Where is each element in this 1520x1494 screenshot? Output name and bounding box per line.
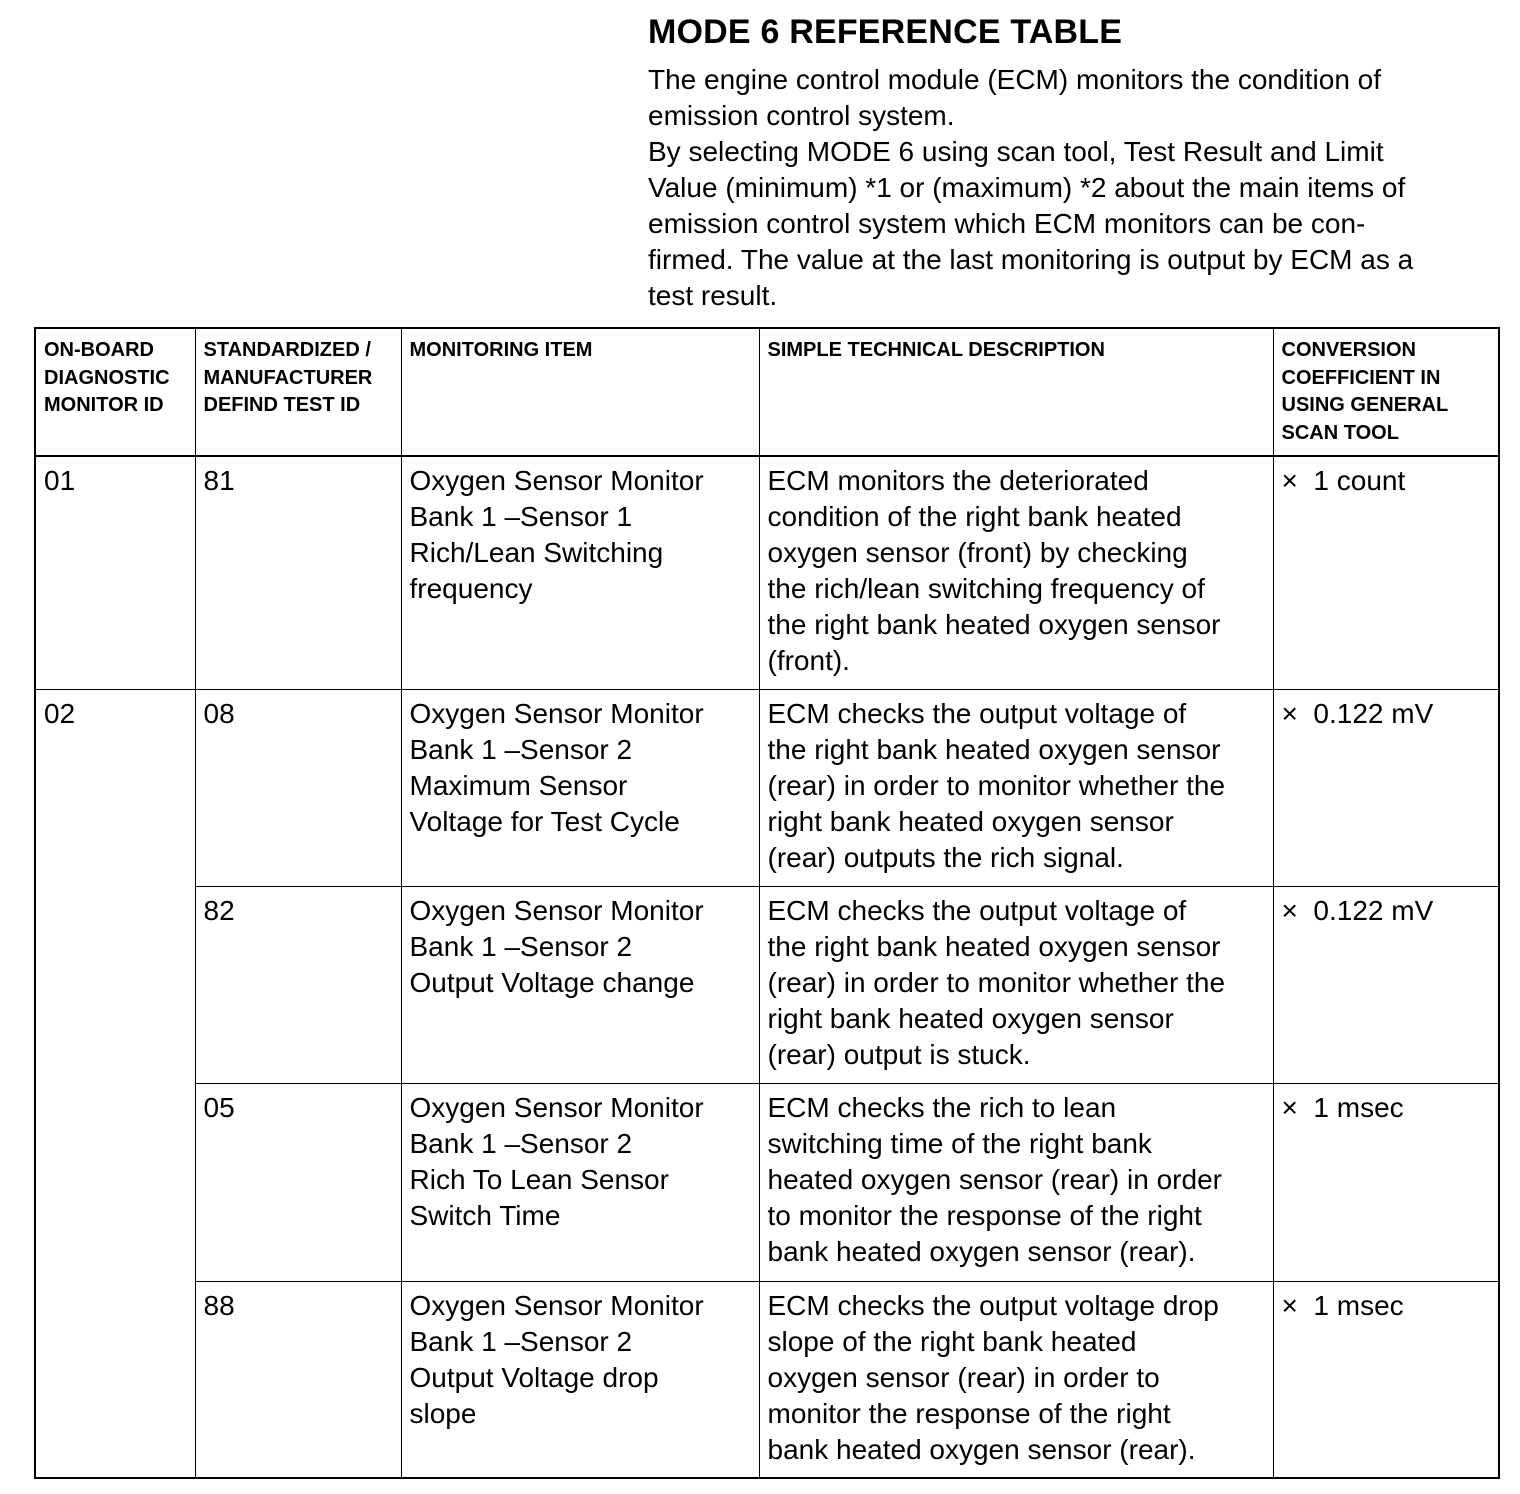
- monitoring-item-cell: Oxygen Sensor Monitor Bank 1 –Sensor 2 Output Voltage change: [401, 886, 759, 1083]
- table-row: [35, 1281, 1499, 1478]
- test-id-cell: 08: [195, 689, 401, 886]
- header-description: SIMPLE TECHNICAL DESCRIPTION: [759, 328, 1273, 456]
- conversion-cell: × 1 msec: [1273, 1281, 1499, 1478]
- monitor-id-cell: 01: [35, 456, 195, 689]
- conversion-cell: × 0.122 mV: [1273, 689, 1499, 886]
- table-row: [35, 1083, 1499, 1281]
- monitoring-item-cell: Oxygen Sensor Monitor Bank 1 –Sensor 2 Output Voltage drop slope: [401, 1281, 759, 1478]
- table-row: [35, 689, 1499, 886]
- conversion-cell: × 1 msec: [1273, 1083, 1499, 1281]
- header-monitoring-item: MONITORING ITEM: [401, 328, 759, 456]
- header-conversion: CONVERSION COEFFICIENT IN USING GENERAL SCAN TOOL: [1273, 328, 1499, 456]
- table-row: [35, 456, 1499, 689]
- page-title: MODE 6 REFERENCE TABLE: [648, 13, 1123, 51]
- conversion-cell: × 1 count: [1273, 456, 1499, 689]
- description-cell: ECM monitors the deteriorated condition of the right bank heated oxygen sensor (front) by checking the rich/lean switching frequency of the right bank heated oxygen sensor (front).: [759, 456, 1273, 689]
- description-cell: ECM checks the output voltage drop slope of the right bank heated oxygen sensor (rear) in order to monitor the response of the right bank heated oxygen sensor (rear).: [759, 1281, 1273, 1478]
- test-id-cell: 05: [195, 1083, 401, 1281]
- header-monitor-id: ON-BOARD DIAGNOSTIC MONITOR ID: [35, 328, 195, 456]
- description-cell: ECM checks the rich to lean switching time of the right bank heated oxygen sensor (rear) in order to monitor the response of the right bank heated oxygen sensor (rear).: [759, 1083, 1273, 1281]
- monitoring-item-cell: Oxygen Sensor Monitor Bank 1 –Sensor 2 Rich To Lean Sensor Switch Time: [401, 1083, 759, 1281]
- description-cell: ECM checks the output voltage of the right bank heated oxygen sensor (rear) in order to monitor whether the right bank heated oxygen sensor (rear) output is stuck.: [759, 886, 1273, 1083]
- test-id-cell: 82: [195, 886, 401, 1083]
- conversion-cell: × 0.122 mV: [1273, 886, 1499, 1083]
- monitoring-item-cell: Oxygen Sensor Monitor Bank 1 –Sensor 1 Rich/Lean Switching frequency: [401, 456, 759, 689]
- description-cell: ECM checks the output voltage of the right bank heated oxygen sensor (rear) in order to monitor whether the right bank heated oxygen sensor (rear) outputs the rich signal.: [759, 689, 1273, 886]
- table-row: [35, 886, 1499, 1083]
- mode6-reference-table: [34, 327, 1500, 1479]
- intro-paragraph: The engine control module (ECM) monitors the condition of emission control system. By selecting MODE 6 using scan tool, Test Result and Limit Value (minimum) *1 or (maximum) *2 about the main items of emission control system which ECM monitors can be con- firmed. The value at the last monitoring is output by ECM as a test result.: [648, 64, 1414, 311]
- test-id-cell: 88: [195, 1281, 401, 1478]
- monitoring-item-cell: Oxygen Sensor Monitor Bank 1 –Sensor 2 Maximum Sensor Voltage for Test Cycle: [401, 689, 759, 886]
- header-row: [35, 328, 1499, 456]
- test-id-cell: 81: [195, 456, 401, 689]
- header-test-id: STANDARDIZED / MANUFACTURER DEFIND TEST ID: [195, 328, 401, 456]
- monitor-id-cell: 02: [35, 689, 195, 1478]
